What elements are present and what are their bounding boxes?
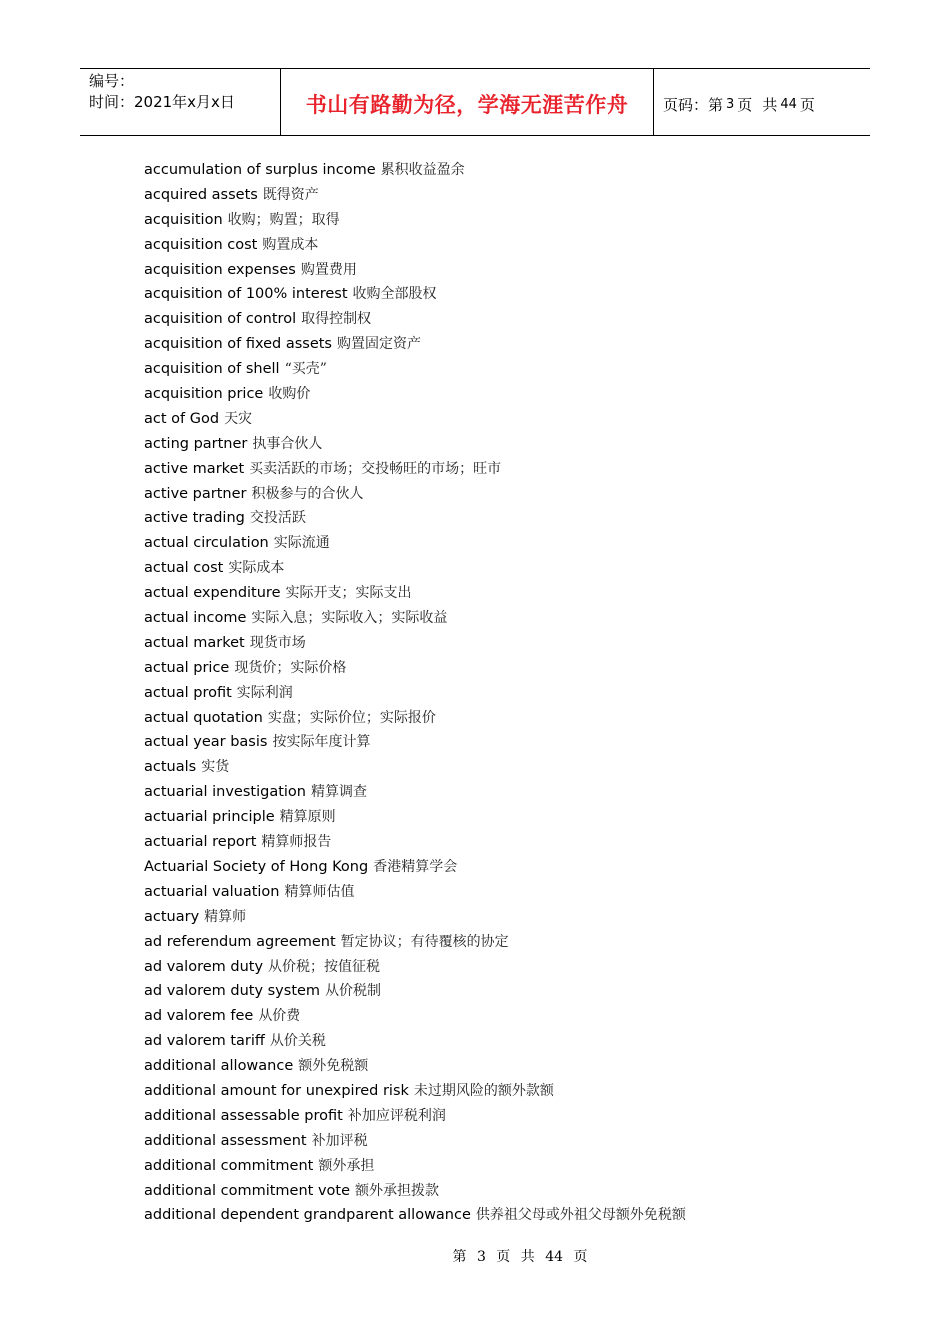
glossary-entry <box>144 307 864 332</box>
entry-translation: 天灾 <box>224 410 253 427</box>
entry-translation: 实货 <box>201 759 230 776</box>
page-mid: 页 <box>737 95 753 114</box>
glossary-entry <box>144 208 864 233</box>
glossary-entry <box>144 979 864 1004</box>
entry-translation: 购置固定资产 <box>337 336 421 353</box>
entry-translation: 购置费用 <box>300 261 357 278</box>
entry-translation: 现货价；实际价格 <box>234 659 347 676</box>
entry-translation: 精算调查 <box>311 784 367 801</box>
total-suffix: 页 <box>799 95 815 114</box>
entry-translation: 香港精算学会 <box>373 858 458 875</box>
entry-term: actual circulation <box>144 535 269 552</box>
entry-term: ad valorem duty system <box>144 983 321 1000</box>
entry-translation: 收购全部股权 <box>352 286 437 303</box>
page-number: 3 <box>726 96 735 112</box>
entry-term: accumulation of surplus income <box>144 162 376 178</box>
entry-translation: 精算师报告 <box>261 834 332 851</box>
entry-term: active partner <box>144 485 247 502</box>
glossary-entry <box>144 805 864 830</box>
glossary-entry <box>144 432 864 457</box>
entry-term: additional assessment <box>144 1132 307 1149</box>
page-header <box>80 68 870 136</box>
glossary-entry <box>144 332 864 357</box>
entry-term: active trading <box>144 510 245 527</box>
glossary-list <box>144 158 864 1228</box>
total-prefix: 共 <box>762 95 778 114</box>
entry-term: acquisition of shell <box>144 361 280 378</box>
entry-term: acquisition cost <box>144 236 258 253</box>
glossary-entry <box>144 755 864 780</box>
entry-translation: 从价税；按值征税 <box>268 958 381 975</box>
glossary-entry <box>144 656 864 681</box>
entry-term: actual cost <box>144 560 224 577</box>
glossary-entry <box>144 1079 864 1104</box>
entry-term: ad valorem duty <box>144 958 264 975</box>
entry-term: acquisition expenses <box>144 261 296 278</box>
serial-label: 编号： <box>89 72 135 90</box>
entry-term: actual price <box>144 659 230 676</box>
entry-translation: 现货市场 <box>249 634 306 651</box>
entry-term: additional assessable profit <box>144 1107 343 1124</box>
glossary-entry <box>144 706 864 731</box>
glossary-entry <box>144 457 864 482</box>
entry-translation: 购置成本 <box>262 236 319 253</box>
glossary-entry <box>144 905 864 930</box>
entry-translation: 精算原则 <box>279 809 336 826</box>
glossary-entry <box>144 1004 864 1029</box>
page-prefix: 页码：第 <box>663 95 724 114</box>
header-motto <box>281 69 654 135</box>
entry-translation: 取得控制权 <box>301 311 372 328</box>
glossary-entry <box>144 506 864 531</box>
entry-term: actual quotation <box>144 709 263 726</box>
entry-term: acquired assets <box>144 186 258 203</box>
entry-term: additional commitment <box>144 1157 314 1174</box>
entry-translation: 积极参与的合伙人 <box>251 485 364 502</box>
glossary-entry <box>144 282 864 307</box>
entry-translation: 收购；购置；取得 <box>227 211 340 228</box>
total-pages: 44 <box>780 96 797 112</box>
entry-term: acquisition of control <box>144 311 297 328</box>
glossary-entry <box>144 1054 864 1079</box>
entry-term: actuals <box>144 759 197 776</box>
entry-translation: 补加应评税利润 <box>347 1107 446 1124</box>
entry-term: acquisition of fixed assets <box>144 336 332 353</box>
entry-term: actual profit <box>144 684 232 701</box>
entry-term: actuarial principle <box>144 809 275 826</box>
entry-translation: 额外承担拨款 <box>355 1182 440 1199</box>
entry-translation: 从价费 <box>258 1008 301 1025</box>
glossary-entry <box>144 258 864 283</box>
glossary-entry <box>144 1179 864 1204</box>
glossary-entry <box>144 1104 864 1129</box>
entry-translation: 额外承担 <box>318 1157 375 1174</box>
entry-translation: 未过期风险的额外款额 <box>413 1082 554 1099</box>
entry-term: ad valorem tariff <box>144 1033 265 1050</box>
glossary-entry <box>144 482 864 507</box>
entry-term: ad valorem fee <box>144 1008 254 1025</box>
glossary-entry <box>144 1029 864 1054</box>
header-page-info <box>654 69 870 135</box>
entry-term: acting partner <box>144 435 248 452</box>
glossary-entry <box>144 880 864 905</box>
entry-term: actuarial investigation <box>144 784 306 801</box>
entry-translation: 补加评税 <box>311 1132 368 1149</box>
entry-translation: 交投活跃 <box>249 510 306 527</box>
entry-translation: “买壳” <box>284 361 327 378</box>
glossary-entry <box>144 930 864 955</box>
entry-translation: 从价关税 <box>269 1033 326 1050</box>
entry-term: acquisition <box>144 211 223 228</box>
glossary-entry <box>144 183 864 208</box>
glossary-entry <box>144 531 864 556</box>
entry-translation: 从价税制 <box>325 983 382 1000</box>
entry-translation: 实盘；实际价位；实际报价 <box>267 709 436 726</box>
glossary-entry <box>144 955 864 980</box>
entry-term: actual income <box>144 610 247 627</box>
entry-term: additional amount for unexpired risk <box>144 1082 409 1099</box>
glossary-entry <box>144 357 864 382</box>
entry-translation: 执事合伙人 <box>252 435 323 452</box>
entry-translation: 买卖活跃的市场；交投畅旺的市场；旺市 <box>249 460 502 477</box>
entry-term: additional dependent grandparent allowance <box>144 1207 471 1224</box>
motto-text: 书山有路勤为径，学海无涯苦作舟 <box>305 92 629 117</box>
glossary-entry <box>144 631 864 656</box>
entry-term: actuary <box>144 908 200 925</box>
glossary-entry <box>144 681 864 706</box>
entry-term: acquisition price <box>144 386 264 403</box>
entry-term: ad referendum agreement <box>144 933 336 950</box>
entry-translation: 精算师估值 <box>284 883 355 900</box>
entry-translation: 精算师 <box>204 908 247 925</box>
entry-translation: 供养祖父母或外祖父母额外免税额 <box>475 1207 686 1224</box>
entry-term: active market <box>144 460 245 477</box>
glossary-entry <box>144 158 864 183</box>
glossary-entry <box>144 730 864 755</box>
glossary-entry <box>144 606 864 631</box>
entry-translation: 累积收益盈余 <box>380 162 465 178</box>
glossary-entry <box>144 830 864 855</box>
glossary-entry <box>144 1129 864 1154</box>
glossary-entry <box>144 581 864 606</box>
entry-term: actuarial report <box>144 834 257 851</box>
time-label: 时间：2021年x月x日 <box>89 93 235 111</box>
entry-translation: 实际流通 <box>273 535 330 552</box>
glossary-entry <box>144 233 864 258</box>
entry-translation: 既得资产 <box>262 186 319 203</box>
entry-term: additional commitment vote <box>144 1182 351 1199</box>
entry-translation: 实际利润 <box>236 684 293 701</box>
entry-translation: 额外免税额 <box>298 1058 369 1075</box>
entry-translation: 实际成本 <box>228 560 285 577</box>
glossary-entry <box>144 780 864 805</box>
entry-term: actuarial valuation <box>144 883 280 900</box>
entry-term: actual expenditure <box>144 585 281 602</box>
entry-term: Actuarial Society of Hong Kong <box>144 858 369 875</box>
entry-translation: 实际开支；实际支出 <box>285 585 412 602</box>
entry-term: act of God <box>144 410 220 427</box>
entry-term: acquisition of 100% interest <box>144 286 348 303</box>
header-meta <box>80 69 281 135</box>
entry-translation: 暂定协议；有待覆核的协定 <box>340 933 509 950</box>
glossary-entry <box>144 855 864 880</box>
glossary-entry <box>144 382 864 407</box>
entry-translation: 按实际年度计算 <box>272 734 371 751</box>
glossary-entry <box>144 556 864 581</box>
glossary-entry <box>144 1154 864 1179</box>
page-footer: 第 3 页 共 44 页 <box>452 1249 588 1265</box>
entry-term: actual market <box>144 634 245 651</box>
entry-translation: 收购价 <box>268 386 311 403</box>
entry-translation: 实际入息；实际收入；实际收益 <box>251 610 448 627</box>
entry-term: additional allowance <box>144 1058 294 1075</box>
glossary-entry <box>144 407 864 432</box>
entry-term: actual year basis <box>144 734 268 751</box>
glossary-entry <box>144 1203 864 1228</box>
